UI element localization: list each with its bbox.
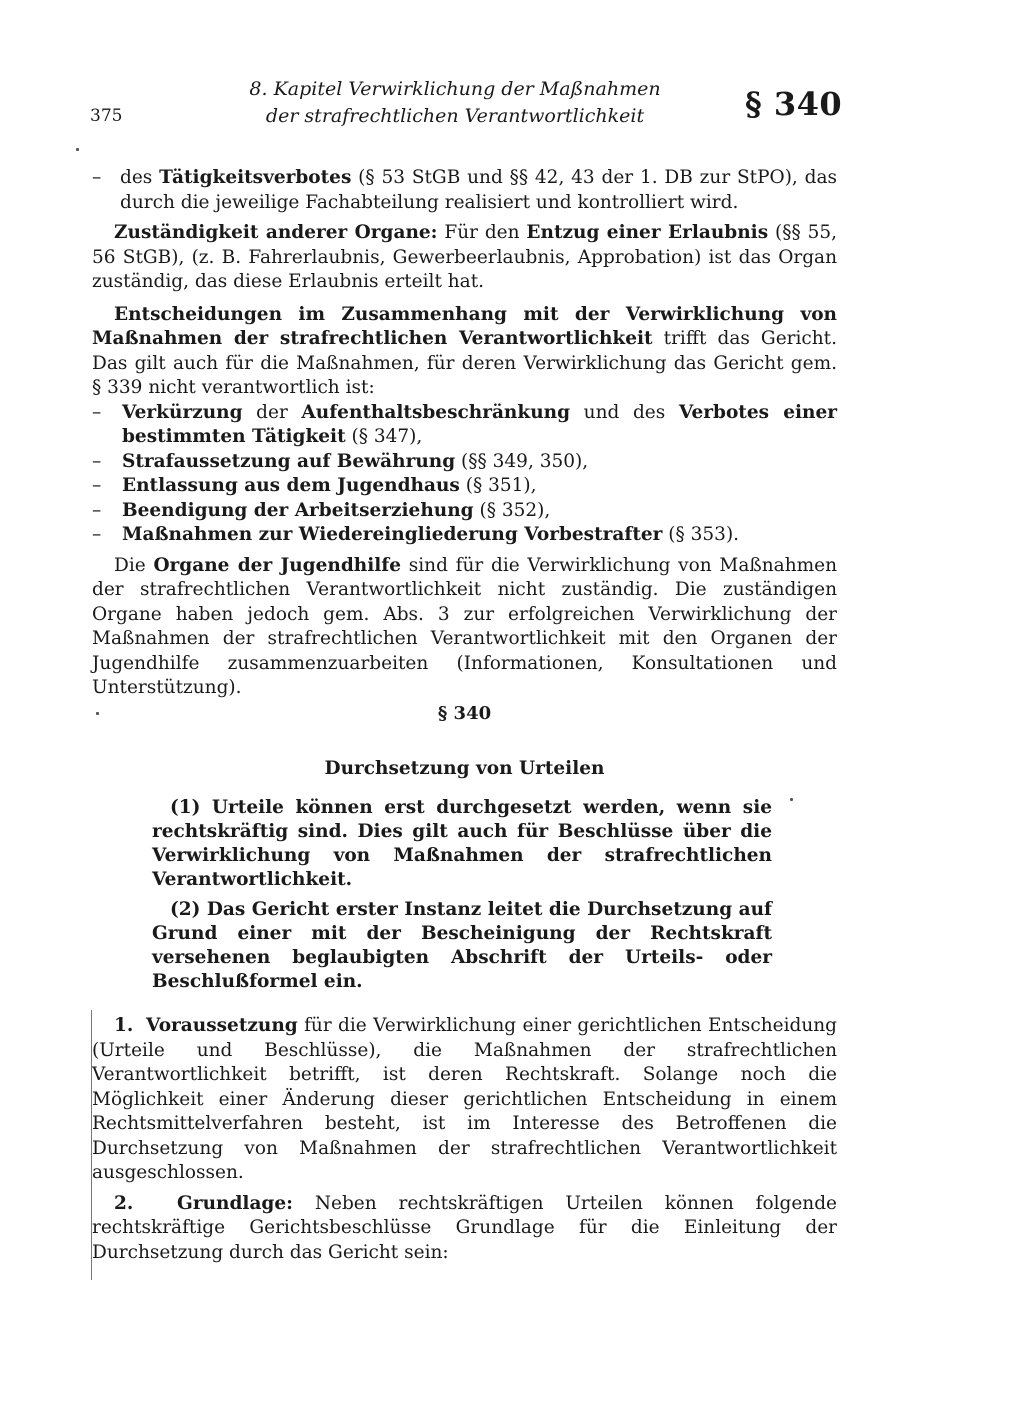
header-section-mark: § 340 xyxy=(745,85,843,123)
commentary-note-1 xyxy=(92,1014,837,1186)
page-number: 375 xyxy=(90,106,123,126)
text-run: sind für die Verwirklichung von Maßnahmen der strafrechtlichen Verantwortlichkeit nicht zuständig. Die zuständigen Organe haben jedoch gem. Abs. 3 zur erfolgreichen Verwirklichung der Maßnahmen der strafrechtlichen Verantwortlichkeit mit den Organen der Jugendhilfe zusammenzuarbeiten (Informationen, Konsultationen und Unterstützung). xyxy=(92,554,838,698)
header-title-line-1: 8. Kapitel Verwirklichung der Maßnahmen xyxy=(249,78,661,100)
bold-term: Beendigung der Arbeitserziehung xyxy=(122,499,474,521)
paragraph-other-organs xyxy=(92,221,837,295)
text-run: (§§ 349, 350), xyxy=(455,450,589,472)
statute-text xyxy=(152,796,772,994)
text-run: (§ 347), xyxy=(345,426,423,447)
list-dash: – xyxy=(92,167,102,188)
commentary-note-2 xyxy=(92,1192,837,1266)
bold-term: Verkürzung xyxy=(122,401,243,423)
bold-term: Organe der Jugendhilfe xyxy=(153,554,402,576)
text-run: trifft das Gericht. Das gilt auch für die Maßnahmen, für deren Verwirklichung das Gericht gem. § 339 nicht verantwortlich ist: xyxy=(92,328,837,398)
scan-speck xyxy=(76,148,79,151)
text-run: und des xyxy=(570,401,679,423)
text-run: (§ 353). xyxy=(662,524,740,545)
text-run: Für den xyxy=(437,222,527,243)
list-dash: – xyxy=(92,524,102,545)
note-number: 1. xyxy=(114,1015,134,1036)
note-number: 2. xyxy=(114,1192,134,1214)
section-heading: Durchsetzung von Urteilen xyxy=(324,758,605,779)
bold-term: Maßnahmen zur Wiedereingliederung Vorbestrafter xyxy=(122,524,663,545)
list-item xyxy=(92,499,837,524)
list-dash: – xyxy=(92,401,102,423)
text-run: für die Verwirklichung einer gerichtlichen Entscheidung (Urteile und Beschlüsse), die Maßnahmen der strafrechtlichen Verantwortlichkeit betrifft, ist deren Rechtskraft. Solange noch die Möglichkeit einer Änderung dieser gerichtlichen Entscheidung in einem Rechtsmittelverfahren besteht, ist im Interesse des Betroffenen die Durchsetzung von Maßnahmen der strafrechtlichen Verantwortlichkeit ausgeschlossen. xyxy=(92,1015,838,1183)
list-item xyxy=(92,474,837,499)
text-run: (§§ 55, 56 StGB), (z. B. Fahrerlaubnis, Gewerbeerlaubnis, Approbation) ist das Organ zuständig, das diese Erlaubnis erteilt hat. xyxy=(92,222,837,292)
commentary xyxy=(92,1014,837,1265)
list-item xyxy=(92,450,837,475)
bold-term: Tätigkeitsverbotes xyxy=(159,167,352,188)
bold-term: Zuständigkeit anderer Organe: xyxy=(114,222,438,243)
text-run: der xyxy=(242,401,302,423)
bold-term: Verbotes einer bestimmten Tätigkeit xyxy=(122,401,837,447)
section-number: § 340 xyxy=(437,703,492,724)
text-run: (§ 53 StGB und §§ 42, 43 der 1. DB zur StPO), das durch die jeweilige Fachabteilung realisiert und kontrolliert wird. xyxy=(120,167,837,213)
bold-term: Grundlage: xyxy=(177,1192,293,1214)
list-item xyxy=(92,401,837,450)
list-item xyxy=(92,166,837,215)
bold-term: Aufenthaltsbeschränkung xyxy=(301,401,571,423)
commentary-continuation xyxy=(92,166,837,701)
list-item xyxy=(92,523,837,548)
bold-term: Entzug einer Erlaubnis xyxy=(526,222,769,243)
bold-term: Entscheidungen im Zusammenhang mit der Verwirklichung von Maßnahmen der strafrechtlichen Verantwortlichkeit xyxy=(92,303,837,349)
header-title-line-2: der strafrechtlichen Verantwortlichkeit xyxy=(265,105,645,127)
bold-term: Entlassung aus dem Jugendhaus xyxy=(122,475,460,496)
margin-rule xyxy=(91,1010,92,1280)
text-run: Die xyxy=(114,554,154,576)
paragraph-decisions xyxy=(92,303,837,401)
text-run: (§ 351), xyxy=(459,475,537,496)
decision-list xyxy=(92,401,837,548)
paragraph-youth-welfare xyxy=(92,554,837,701)
running-header-title xyxy=(215,76,695,130)
text-run: (§ 352), xyxy=(473,499,551,521)
text-run: Neben rechtskräftigen Urteilen können folgende rechtskräftige Gerichtsbeschlüsse Grundlage für die Einleitung der Durchsetzung durch das Gericht sein: xyxy=(92,1192,837,1263)
statute-paragraph-1: (1) Urteile können erst durchgesetzt werden, wenn sie rechtskräftig sind. Dies gilt auch für Beschlüsse über die Verwirklichung von Maßnahmen der strafrechtlichen Verantwortlichkeit. xyxy=(152,797,772,890)
scan-speck xyxy=(790,798,793,801)
statute-paragraph-2: (2) Das Gericht erster Instanz leitet die Durchsetzung auf Grund einer mit der Bescheinigung der Rechtskraft versehenen beglaubigten Abschrift der Urteils- oder Beschlußformel ein. xyxy=(152,899,772,992)
text-run: des xyxy=(120,167,160,188)
list-dash: – xyxy=(92,450,102,472)
scan-speck xyxy=(96,712,99,715)
list-dash: – xyxy=(92,499,102,521)
list-dash: – xyxy=(92,475,102,496)
bold-term: Strafaussetzung auf Bewährung xyxy=(122,450,456,472)
bold-term: Voraussetzung xyxy=(146,1015,298,1036)
